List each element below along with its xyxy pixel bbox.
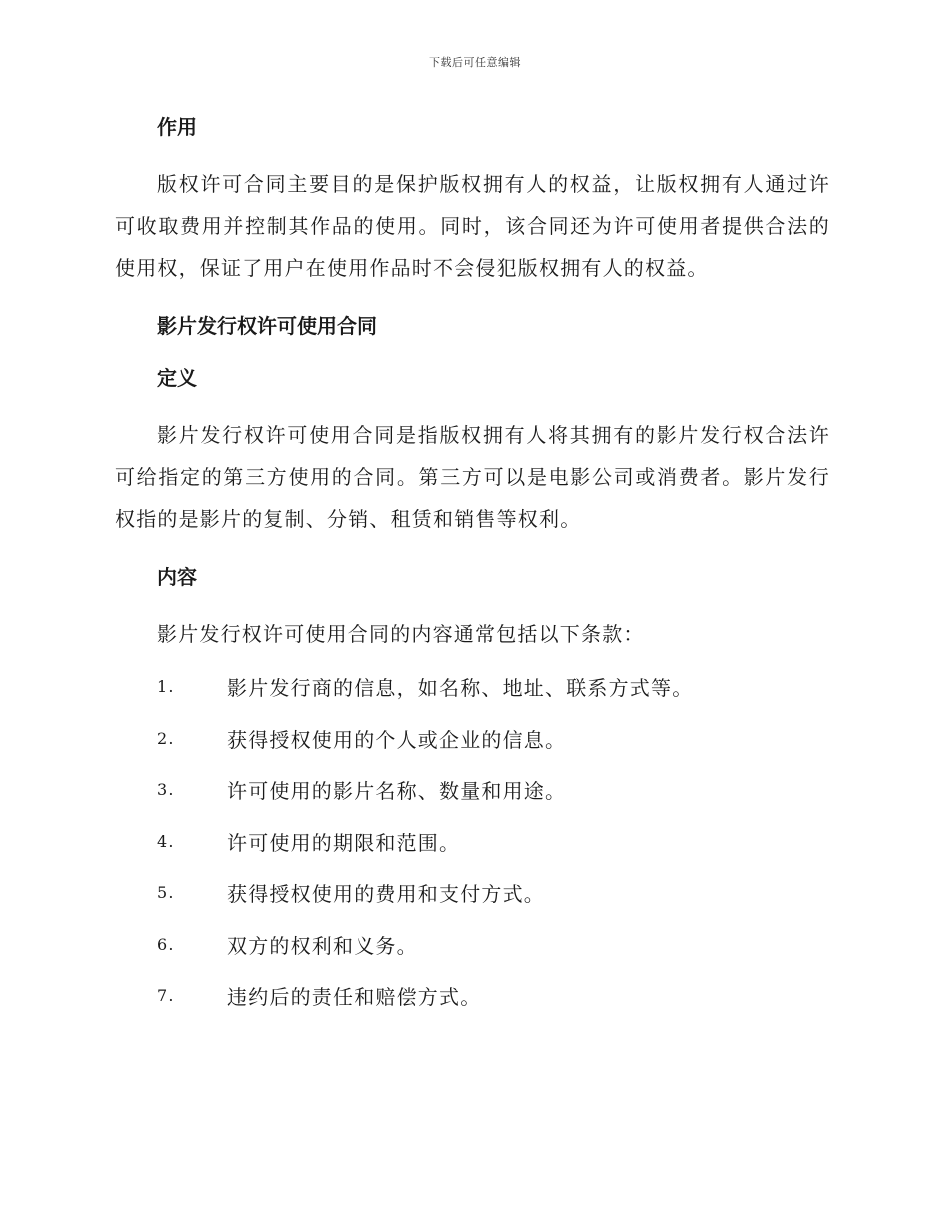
list-item-number: 6. — [157, 934, 175, 954]
section-intro-contents: 影片发行权许可使用合同的内容通常包括以下条款： — [157, 622, 645, 646]
list-item-text: 影片发行商的信息，如名称、地址、联系方式等。 — [227, 676, 694, 701]
page-header: 下载后可任意编辑 — [429, 56, 521, 69]
document-body — [115, 112, 830, 1022]
list-item-text: 获得授权使用的个人或企业的信息。 — [227, 727, 567, 752]
list-item-text: 许可使用的影片名称、数量和用途。 — [227, 779, 567, 804]
list-item-text: 获得授权使用的费用和支付方式。 — [227, 882, 545, 907]
list-item-number: 5. — [157, 883, 175, 903]
list-item-text: 违约后的责任和赔偿方式。 — [227, 985, 482, 1010]
section-title-definition: 定义 — [157, 366, 197, 390]
list-item-number: 4. — [157, 831, 175, 851]
section-title-contents: 内容 — [157, 565, 197, 589]
list-item — [115, 867, 830, 919]
list-item — [115, 919, 830, 971]
list-item-text: 许可使用的期限和范围。 — [227, 830, 461, 855]
list-item — [115, 661, 830, 713]
section-body-usage: 版权许可合同主要目的是保护版权拥有人的权益，让版权拥有人通过许可收取费用并控制其作品的使用。同时，该合同还为许可使用者提供合法的使用权，保证了用户在使用作品时不会侵犯版权拥有人的权益。 — [115, 172, 830, 280]
list-item-number: 3. — [157, 780, 175, 800]
list-item — [115, 764, 830, 816]
section-title-film: 影片发行权许可使用合同 — [157, 314, 377, 338]
list-item — [115, 816, 830, 868]
section-body-definition: 影片发行权许可使用合同是指版权拥有人将其拥有的影片发行权合法许可给指定的第三方使用的合同。第三方可以是电影公司或消费者。影片发行权指的是影片的复制、分销、租赁和销售等权利。 — [115, 423, 830, 531]
list-item-text: 双方的权利和义务。 — [227, 933, 418, 958]
section-title-usage: 作用 — [157, 115, 197, 139]
clause-list — [115, 661, 830, 1022]
list-item-number: 1. — [157, 677, 175, 697]
list-item — [115, 970, 830, 1022]
list-item-number: 7. — [157, 986, 175, 1006]
list-item — [115, 713, 830, 765]
list-item-number: 2. — [157, 728, 175, 748]
